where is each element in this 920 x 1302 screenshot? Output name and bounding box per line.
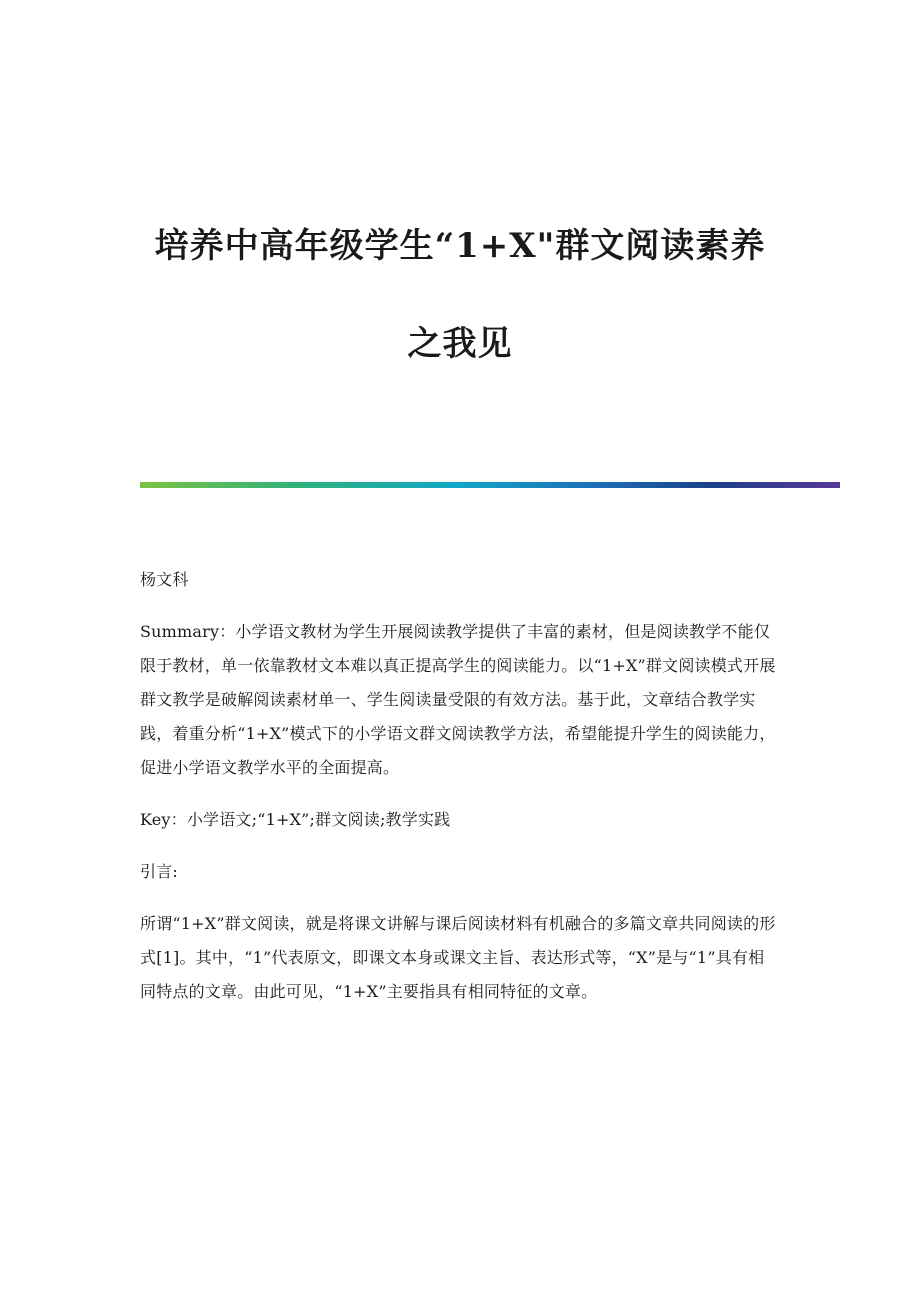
document-body [140,563,780,1009]
gradient-divider [140,482,840,488]
summary-paragraph: Summary：小学语文教材为学生开展阅读教学提供了丰富的素材，但是阅读教学不能仅限于教材，单一依靠教材文本难以真正提高学生的阅读能力。以“1+X”群文阅读模式开展群文教学是破解阅读素材单一、学生阅读量受限的有效方法。基于此，文章结合教学实践，着重分析“1+X”模式下的小学语文群文阅读教学方法，希望能提升学生的阅读能力，促进小学语文教学水平的全面提高。 [140,622,776,777]
document-title-line-1: 培养中高年级学生“1+X"群文阅读素养 [154,226,766,266]
intro-heading: 引言: [140,862,178,881]
intro-paragraph: 所谓“1+X”群文阅读，就是将课文讲解与课后阅读材料有机融合的多篇文章共同阅读的形式[1]。其中，“1”代表原文，即课文本身或课文主旨、表达形式等，“X”是与“1”具有相同特点的文章。由此可见，“1+X”主要指具有相同特征的文章。 [140,914,776,1001]
document-title-line-2: 之我见 [407,324,513,364]
author-name: 杨文科 [140,570,189,589]
keywords-paragraph: Key：小学语文;“1+X”;群文阅读;教学实践 [140,810,451,829]
